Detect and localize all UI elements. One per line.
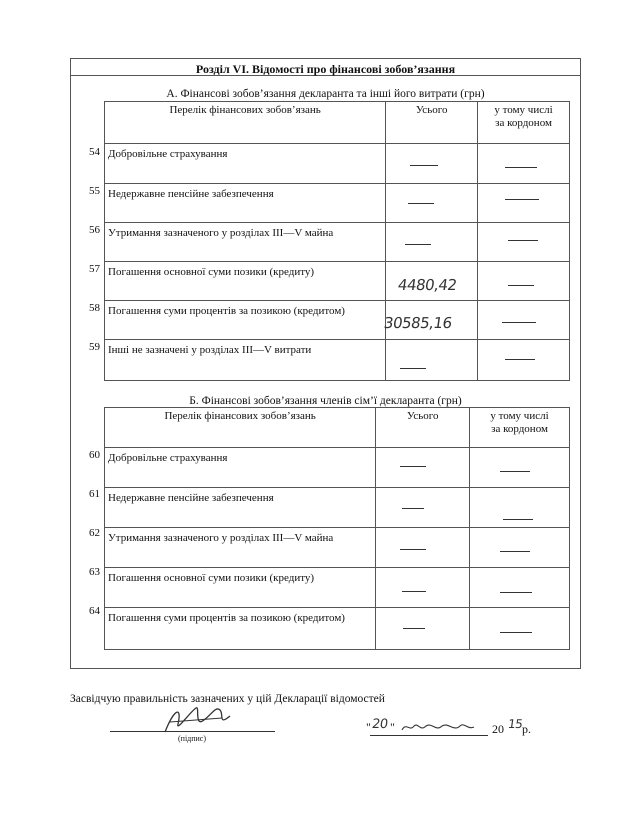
header-abroad: у тому числі за кордоном xyxy=(470,408,570,448)
date-open-quote: " xyxy=(366,720,371,734)
handwritten-total-57: 4480,42 xyxy=(396,276,458,294)
handwritten-dash xyxy=(405,244,431,245)
abroad-cell xyxy=(470,448,570,488)
abroad-cell xyxy=(478,262,570,301)
abroad-cell xyxy=(478,144,570,184)
handwritten-dash xyxy=(505,199,539,200)
total-cell xyxy=(376,448,470,488)
handwritten-dash xyxy=(500,471,530,472)
date-close-quote: " xyxy=(390,720,395,734)
row-label: Погашення суми процентів за позикою (кредитом) xyxy=(105,608,376,650)
row-number: 63 xyxy=(89,566,100,578)
year-suffix: р. xyxy=(522,722,531,736)
total-cell xyxy=(386,144,478,184)
row-number: 54 xyxy=(89,146,100,158)
abroad-cell xyxy=(478,184,570,223)
row-label: Добровільне страхування xyxy=(105,448,376,488)
header-list: Перелік фінансових зобов’язань xyxy=(105,102,386,144)
row-number: 56 xyxy=(89,224,100,236)
row-number: 59 xyxy=(89,341,100,353)
part-a-title: А. Фінансові зобов’язання декларанта та інші його витрати (грн) xyxy=(166,88,485,100)
section-title: Розділ VI. Відомості про фінансові зобов’язання xyxy=(70,58,581,76)
row-label: Погашення основної суми позики (кредиту) xyxy=(105,262,386,301)
header-list: Перелік фінансових зобов’язань xyxy=(105,408,376,448)
month-handwriting xyxy=(400,720,480,736)
month-line xyxy=(400,735,488,736)
abroad-cell xyxy=(478,340,570,381)
abroad-cell xyxy=(470,488,570,528)
row-label: Інші не зазначені у розділах III—V витрати xyxy=(105,340,386,381)
part-b-table xyxy=(104,407,570,650)
handwritten-dash xyxy=(402,591,426,592)
handwritten-dash xyxy=(500,551,530,552)
header-abroad: у тому числі за кордоном xyxy=(478,102,570,144)
row-number: 57 xyxy=(89,263,100,275)
signature-line xyxy=(110,731,275,732)
part-a-table xyxy=(104,101,570,381)
row-label: Недержавне пенсійне забезпечення xyxy=(105,488,376,528)
abroad-cell xyxy=(478,223,570,262)
row-number: 58 xyxy=(89,302,100,314)
handwritten-dash xyxy=(505,167,537,168)
day-line xyxy=(370,735,400,736)
handwritten-dash xyxy=(410,165,438,166)
total-cell xyxy=(386,340,478,381)
row-number: 62 xyxy=(89,527,100,539)
handwritten-dash xyxy=(502,322,536,323)
row-label: Добровільне страхування xyxy=(105,144,386,184)
year-prefix: 20 xyxy=(492,722,504,736)
row-number: 61 xyxy=(89,488,100,500)
handwritten-dash xyxy=(508,240,538,241)
row-number: 55 xyxy=(89,185,100,197)
handwritten-dash xyxy=(400,368,426,369)
abroad-cell xyxy=(478,301,570,340)
handwritten-total-58: 30585,16 xyxy=(382,314,453,332)
handwritten-dash xyxy=(403,628,425,629)
handwritten-dash xyxy=(503,519,533,520)
row-label: Утримання зазначеного у розділах III—V майна xyxy=(105,223,386,262)
total-cell xyxy=(386,223,478,262)
handwritten-dash xyxy=(400,549,426,550)
handwritten-dash xyxy=(500,632,532,633)
handwritten-dash xyxy=(400,466,426,467)
part-b-title: Б. Фінансові зобов’язання членів сім’ї декларанта (грн) xyxy=(189,395,462,407)
header-total: Усього xyxy=(376,408,470,448)
handwritten-dash xyxy=(402,508,424,509)
row-number: 64 xyxy=(89,605,100,617)
total-cell xyxy=(376,568,470,608)
signature xyxy=(160,702,240,738)
abroad-cell xyxy=(470,608,570,650)
abroad-cell xyxy=(470,528,570,568)
row-label: Недержавне пенсійне забезпечення xyxy=(105,184,386,223)
signature-caption: (підпис) xyxy=(178,734,207,743)
certification-text: Засвідчую правильність зазначених у цій Декларації відомостей xyxy=(70,693,385,705)
handwritten-dash xyxy=(508,285,534,286)
handwritten-dash xyxy=(408,203,434,204)
row-label: Утримання зазначеного у розділах III—V майна xyxy=(105,528,376,568)
row-label: Погашення основної суми позики (кредиту) xyxy=(105,568,376,608)
header-total: Усього xyxy=(386,102,478,144)
total-cell xyxy=(376,528,470,568)
handwritten-dash xyxy=(505,359,535,360)
row-label: Погашення суми процентів за позикою (кредитом) xyxy=(105,301,386,340)
row-number: 60 xyxy=(89,449,100,461)
abroad-cell xyxy=(470,568,570,608)
date-day: 20 xyxy=(370,717,389,732)
handwritten-dash xyxy=(500,592,532,593)
year-value: 15 xyxy=(507,717,524,731)
